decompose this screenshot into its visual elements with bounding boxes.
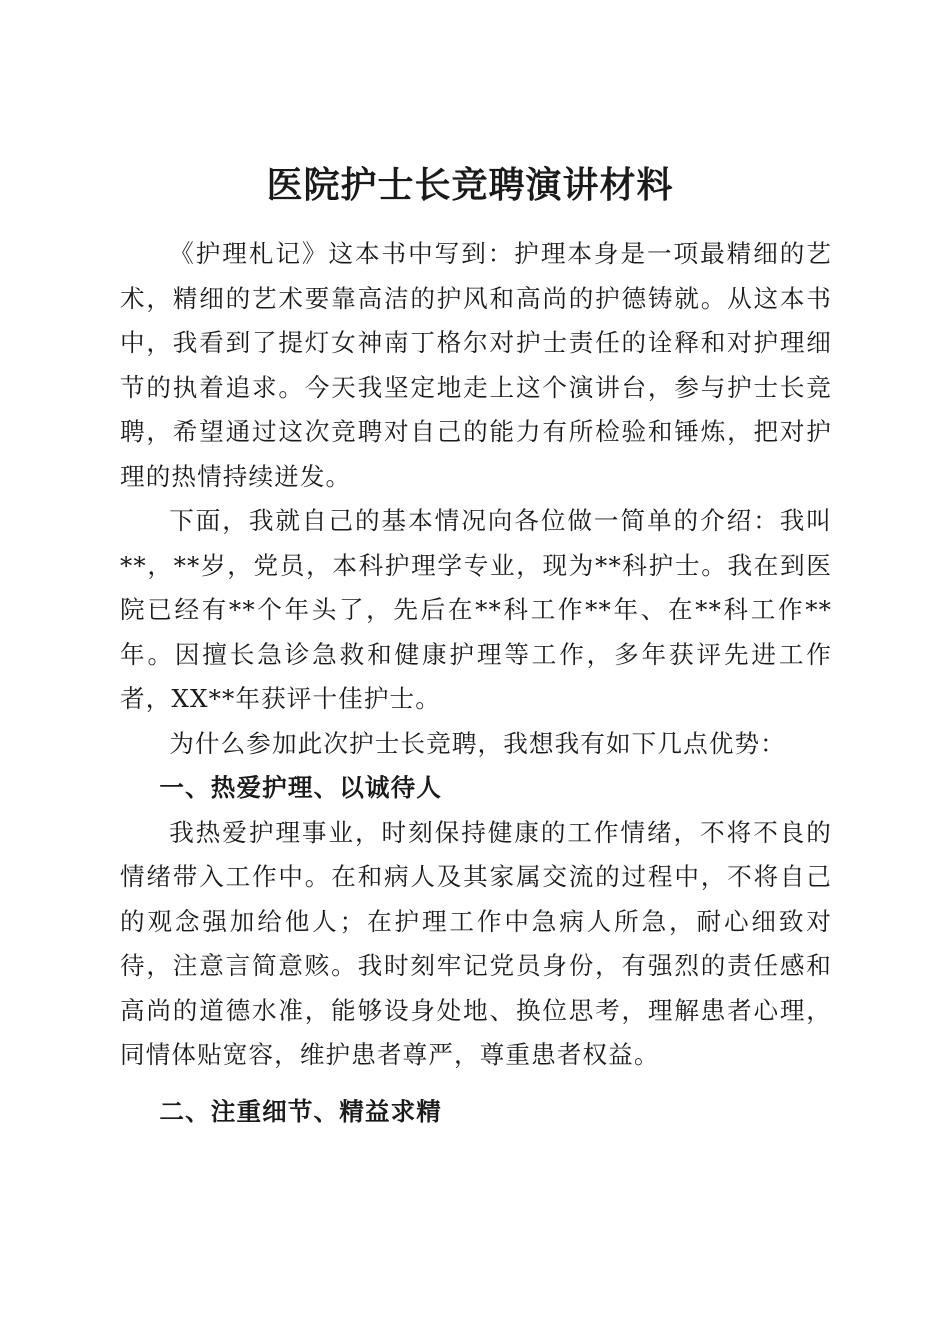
advantages-intro-paragraph: 为什么参加此次护士长竞聘，我想我有如下几点优势： <box>169 728 786 758</box>
self-introduction-paragraph: 下面，我就自己的基本情况向各位做一简单的介绍：我叫**，**岁，党员，本科护理学专业，现为**科护士。我在到医院已经有**个年头了，先后在**科工作**年、在**科工作**年。因擅长急诊急救和健康护理等工作，多年获评先进工作者，XX**年获评十佳护士。 <box>120 506 832 713</box>
section-heading-2: 二、注重细节、精益求精 <box>159 1096 442 1126</box>
intro-paragraph: 《护理札记》这本书中写到：护理本身是一项最精细的艺术，精细的艺术要靠高洁的护风和高尚的护德铸就。从这本书中，我看到了提灯女神南丁格尔对护士责任的诠释和对护理细节的执着追求。今天我坚定地走上这个演讲台，参与护士长竞聘，希望通过这次竞聘对自己的能力有所检验和锤炼，把对护理的热情持续迸发。 <box>120 239 832 491</box>
document-title: 医院护士长竞聘演讲材料 <box>266 164 674 207</box>
section-heading-1: 一、热爱护理、以诚待人 <box>159 773 442 802</box>
document-body <box>120 232 832 1134</box>
section-1-paragraph: 我热爱护理事业，时刻保持健康的工作情绪，不将不良的情绪带入工作中。在和病人及其家属交流的过程中，不将自己的观念强加给他人；在护理工作中急病人所急，耐心细致对待，注意言简意赅。我时刻牢记党员身份，有强烈的责任感和高尚的道德水准，能够设身处地、换位思考，理解患者心理，同情体贴宽容，维护患者尊严，尊重患者权益。 <box>120 817 832 1069</box>
